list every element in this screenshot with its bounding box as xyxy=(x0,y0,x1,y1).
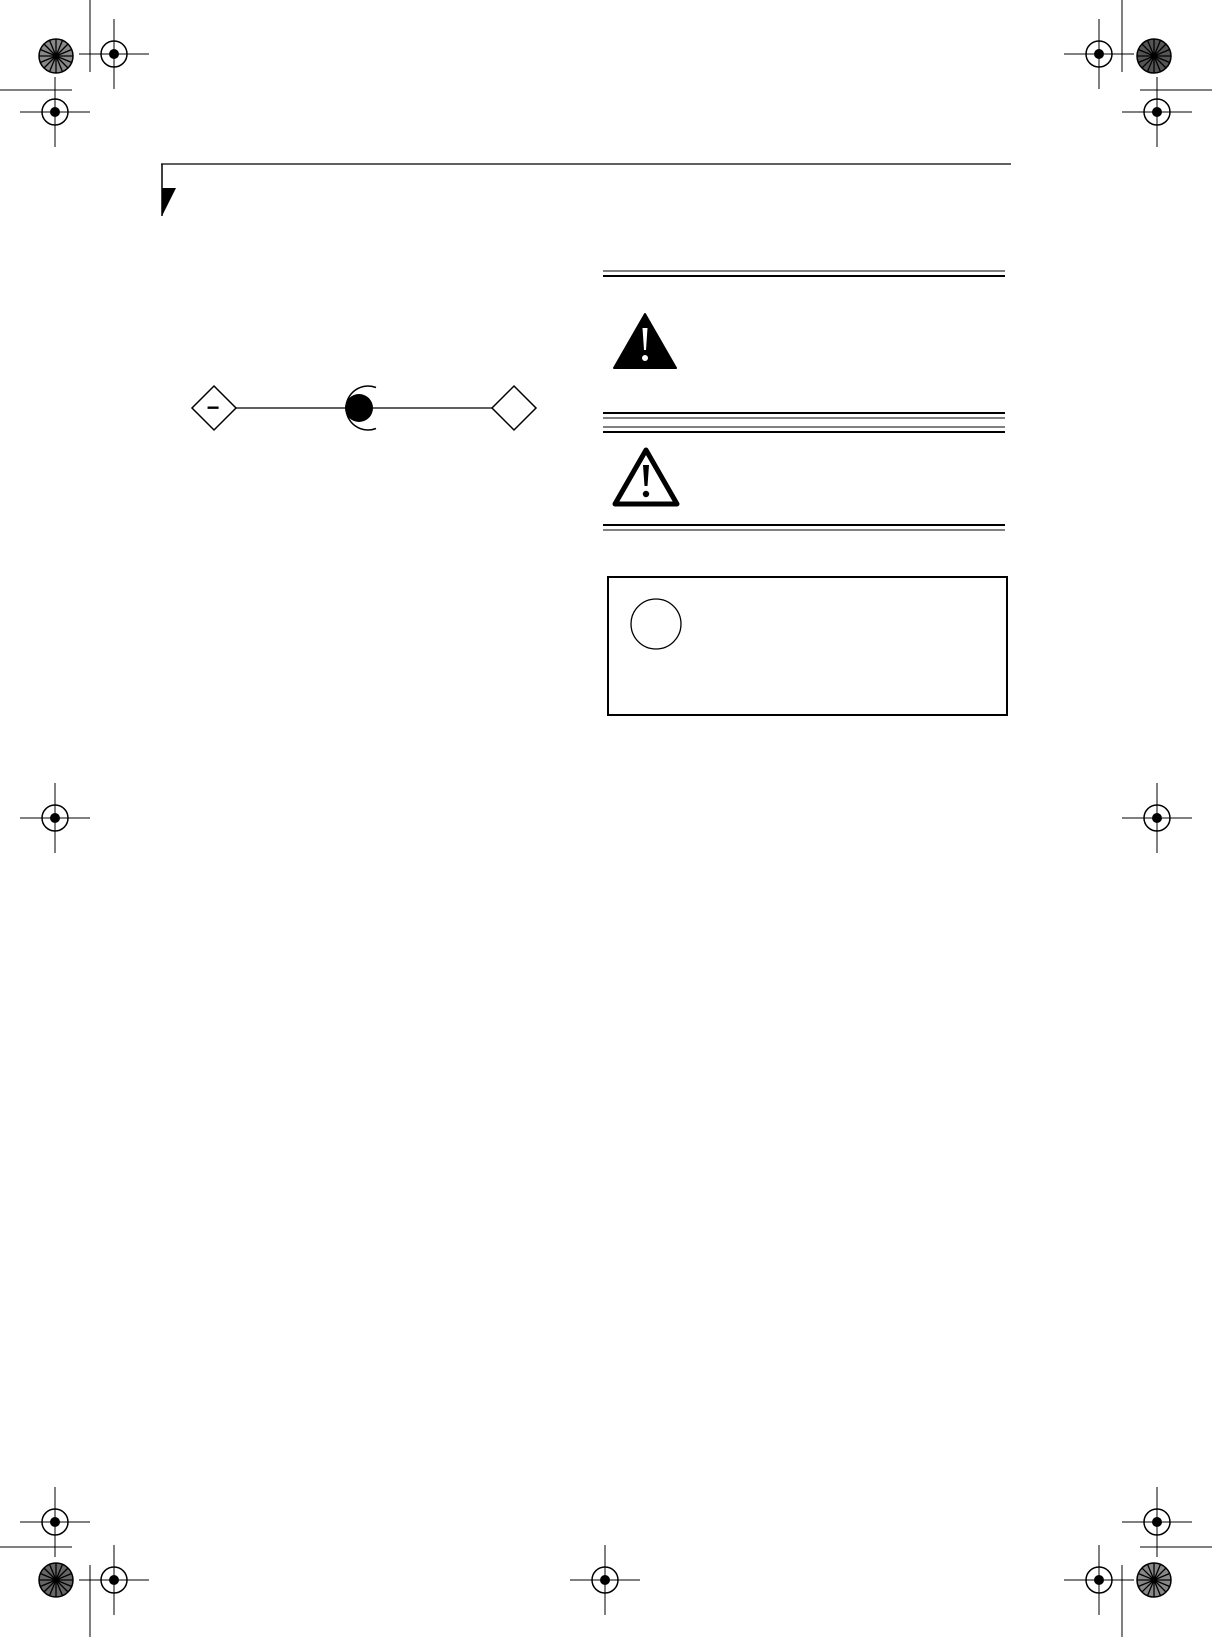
header-rule xyxy=(161,164,1011,216)
warning-notice xyxy=(603,271,1005,418)
caution-notice xyxy=(603,427,1005,530)
positive-terminal xyxy=(492,386,536,430)
negative-symbol: − xyxy=(206,395,220,420)
registration-crosshair-icon xyxy=(1064,1545,1134,1615)
registration-crosshair-icon xyxy=(1122,77,1192,147)
dc-jack-icon xyxy=(345,386,376,430)
registration-crosshair-icon xyxy=(1064,19,1134,89)
starburst-icon xyxy=(1137,39,1171,73)
registration-crosshair-icon xyxy=(570,1545,640,1615)
starburst-icon xyxy=(39,39,73,73)
registration-crosshair-icon xyxy=(20,783,90,853)
caution-triangle-outline-icon xyxy=(615,450,677,504)
polarity-diagram xyxy=(192,386,536,430)
negative-terminal xyxy=(192,386,236,430)
note-box xyxy=(608,577,1007,715)
starburst-icon xyxy=(39,1563,73,1597)
warning-triangle-filled-icon xyxy=(614,314,676,368)
registration-crosshair-icon xyxy=(1122,783,1192,853)
starburst-icon xyxy=(1137,1563,1171,1597)
registration-crosshair-icon xyxy=(20,77,90,147)
info-circle-icon xyxy=(631,599,681,649)
